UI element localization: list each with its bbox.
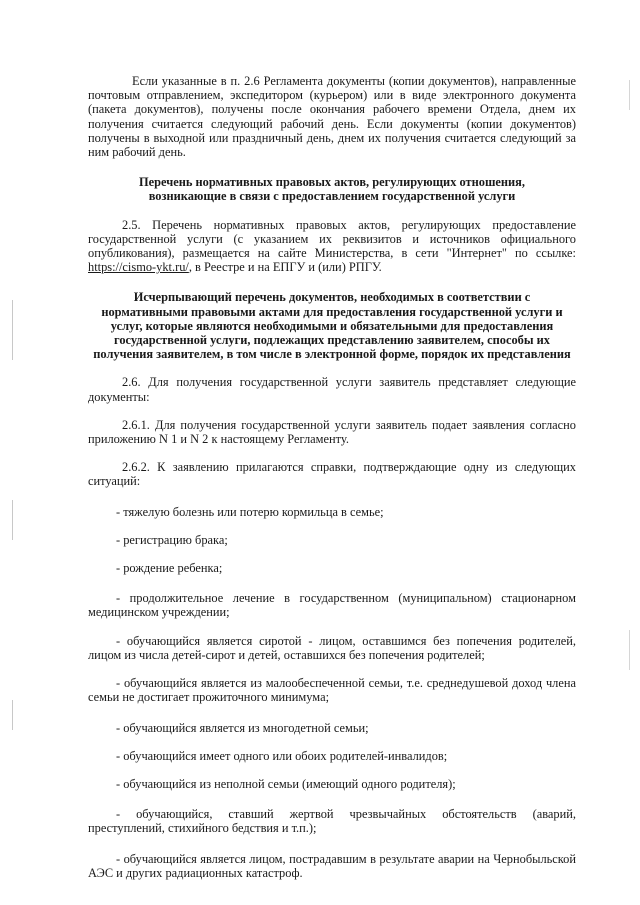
list-item: - обучающийся, ставший жертвой чрезвычайных обстоятельств (аварий, преступлений, стихийного бедствия и т.п.); bbox=[88, 807, 576, 836]
scan-artifact bbox=[12, 500, 13, 540]
paragraph-intro: Если указанные в п. 2.6 Регламента документы (копии документов), направленные почтовым отправлением, экспедитором (курьером) или в виде электронного документа (пакета документов), получены после окончания рабочего времени Отдела, днем их получения считается следующий рабочий день. Если документы (копии документов) получены в выходной или праздничный день, днем их получения считается следующий за ним рабочий день. bbox=[88, 74, 576, 160]
list-item: - регистрацию брака; bbox=[116, 532, 228, 547]
list-item: - обучающийся из неполной семьи (имеющий одного родителя); bbox=[116, 776, 456, 791]
list-item: - обучающийся имеет одного или обоих родителей-инвалидов; bbox=[116, 748, 448, 763]
paragraph-text: , в Реестре и на ЕПГУ и (или) РПГУ. bbox=[188, 260, 382, 275]
paragraph-2-5 bbox=[88, 218, 576, 275]
heading-line: нормативными правовыми актами для предоставления государственной услуги и bbox=[101, 304, 563, 319]
heading-line: услуг, которые являются необходимыми и обязательными для предоставления bbox=[110, 318, 554, 333]
list-item: - тяжелую болезнь или потерю кормильца в семье; bbox=[116, 504, 384, 519]
list-item: - обучающийся является из малообеспеченной семьи, т.е. среднедушевой доход члена семьи не достигает прожиточного минимума; bbox=[88, 676, 576, 705]
section-heading-documents-list bbox=[88, 290, 576, 361]
scan-artifact bbox=[629, 630, 630, 670]
heading-line: возникающие в связи с предоставлением государственной услуги bbox=[148, 189, 516, 204]
paragraph-2-6-1: 2.6.1. Для получения государственной услуги заявитель подает заявления согласно приложению N 1 и N 2 к настоящему Регламенту. bbox=[88, 417, 576, 447]
scan-artifact bbox=[12, 700, 13, 730]
heading-line: Исчерпывающий перечень документов, необходимых в соответствии с bbox=[133, 290, 531, 305]
heading-line: получения заявителем, в том числе в электронной форме, порядок их представления bbox=[93, 347, 571, 362]
section-heading-legal-acts bbox=[88, 175, 576, 203]
paragraph-2-6-2: 2.6.2. К заявлению прилагаются справки, подтверждающие одну из следующих ситуаций: bbox=[88, 460, 576, 489]
list-item: - обучающийся является лицом, пострадавшим в результате аварии на Чернобыльской АЭС и других радиационных катастроф. bbox=[88, 851, 576, 880]
scan-artifact bbox=[629, 80, 630, 110]
heading-line: Перечень нормативных правовых актов, регулирующих отношения, bbox=[139, 175, 525, 190]
paragraph-2-6: 2.6. Для получения государственной услуги заявитель представляет следующие документы: bbox=[88, 375, 576, 404]
scan-artifact bbox=[12, 300, 13, 360]
list-item: - рождение ребенка; bbox=[116, 561, 223, 576]
list-item: - обучающийся является сиротой - лицом, оставшимся без попечения родителей, лицом из числа детей-сирот и детей, оставшихся без попечения родителей; bbox=[88, 633, 576, 662]
paragraph-text: 2.5. Перечень нормативных правовых актов, регулирующих предоставление государственной услуги (с указанием их реквизитов и источников официального опубликования), размещается на сайте Министерства, в сети "Интернет" по ссылке: bbox=[88, 217, 576, 261]
ministry-link[interactable]: https://cismo-ykt.ru/ bbox=[88, 260, 189, 275]
heading-line: государственной услуги, подлежащих представлению заявителем, способы их bbox=[114, 333, 550, 348]
list-item: - продолжительное лечение в государственном (муниципальном) стационарном медицинском учреждении; bbox=[88, 591, 576, 620]
list-item: - обучающийся является из многодетной семьи; bbox=[116, 720, 369, 735]
document-body bbox=[88, 74, 576, 880]
